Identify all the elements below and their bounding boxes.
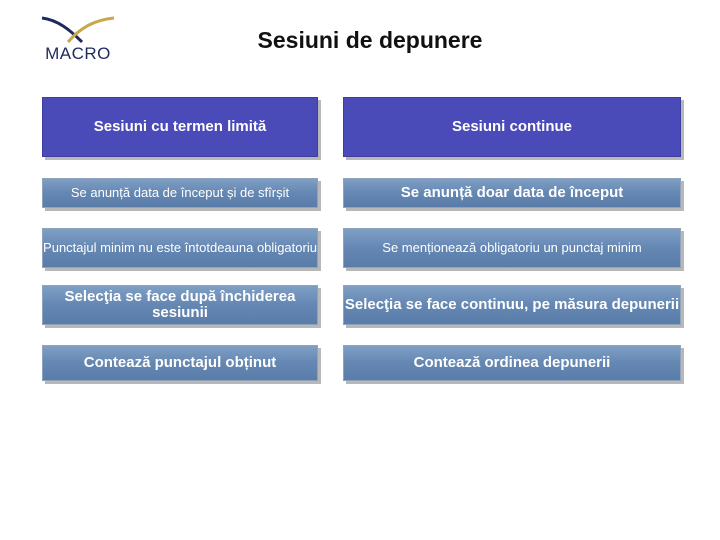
- row-2-right: Se menționează obligatoriu un punctaj minim: [343, 228, 681, 268]
- macro-logo-icon: [38, 14, 118, 46]
- header-deadline-sessions: Sesiuni cu termen limită: [42, 97, 318, 157]
- row-2-left: Punctajul minim nu este întotdeauna obligatoriu: [42, 228, 318, 268]
- logo-text: MACRO: [45, 44, 111, 63]
- row-1-right: Se anunță doar data de început: [343, 178, 681, 208]
- row-3-right: Selecţia se face continuu, pe măsura depunerii: [343, 285, 681, 325]
- row-4-left: Contează punctajul obținut: [42, 345, 318, 381]
- page-title: Sesiuni de depunere: [257, 27, 483, 53]
- macro-logo: [38, 14, 118, 64]
- row-3-left: Selecţia se face după închiderea sesiunii: [42, 285, 318, 325]
- row-1-left: Se anunță data de început și de sfîrșit: [42, 178, 318, 208]
- row-4-right: Contează ordinea depunerii: [343, 345, 681, 381]
- header-continuous-sessions: Sesiuni continue: [343, 97, 681, 157]
